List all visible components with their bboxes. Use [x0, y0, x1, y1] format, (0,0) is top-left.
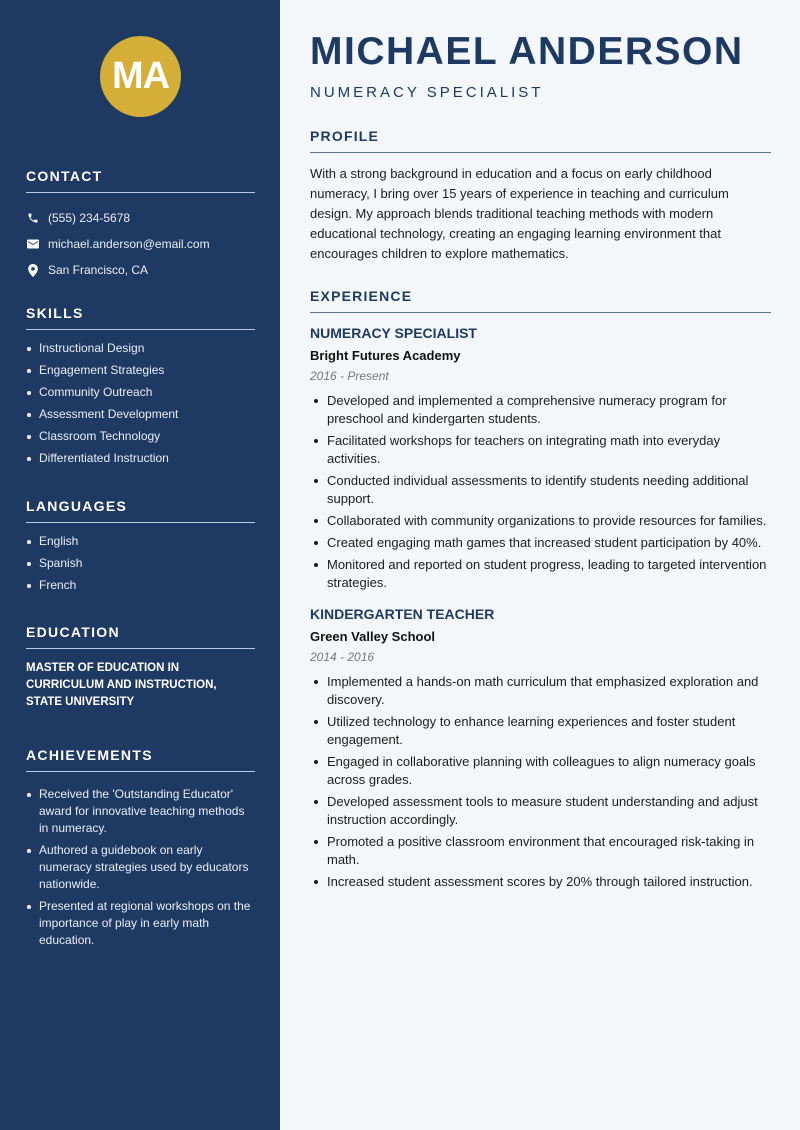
- responsibility-item: Created engaging math games that increased student participation by 40%.: [310, 534, 771, 552]
- skill-item: Assessment Development: [26, 406, 255, 423]
- candidate-name: MICHAEL ANDERSON: [310, 30, 744, 73]
- job-dates: 2016 - Present: [310, 369, 389, 383]
- responsibility-item: Conducted individual assessments to identify students needing additional support.: [310, 472, 771, 508]
- responsibility-item: Facilitated workshops for teachers on integrating math into everyday activities.: [310, 432, 771, 468]
- contact-email: [26, 231, 255, 257]
- candidate-title: NUMERACY SPECIALIST: [310, 84, 544, 101]
- job-company: Green Valley School: [310, 629, 435, 644]
- contact-phone: [26, 205, 255, 231]
- responsibility-item: Monitored and reported on student progress, leading to targeted intervention strategies.: [310, 556, 771, 592]
- contact-location: [26, 257, 255, 283]
- language-item: French: [26, 577, 255, 594]
- language-item: English: [26, 533, 255, 550]
- achievement-item: Received the 'Outstanding Educator' award for innovative teaching methods in numeracy.: [26, 786, 255, 837]
- achievement-item: Authored a guidebook on early numeracy strategies used by educators nationwide.: [26, 842, 255, 893]
- achievements-list: [26, 786, 255, 949]
- skill-item: Community Outreach: [26, 384, 255, 401]
- skills-heading: SKILLS: [26, 305, 255, 330]
- skill-item: Instructional Design: [26, 340, 255, 357]
- job-entry: [310, 606, 771, 891]
- skill-item: Classroom Technology: [26, 428, 255, 445]
- skill-item: Differentiated Instruction: [26, 450, 255, 467]
- achievement-item: Presented at regional workshops on the importance of play in early math education.: [26, 898, 255, 949]
- education-heading: EDUCATION: [26, 624, 255, 649]
- experience-heading: EXPERIENCE: [310, 288, 771, 313]
- phone-icon: [26, 211, 40, 225]
- language-item: Spanish: [26, 555, 255, 572]
- responsibility-item: Developed and implemented a comprehensive numeracy program for preschool and kindergarten students.: [310, 392, 771, 428]
- skill-item: Engagement Strategies: [26, 362, 255, 379]
- achievements-section: [26, 747, 255, 954]
- education-degree: MASTER OF EDUCATION IN CURRICULUM AND INSTRUCTION, STATE UNIVERSITY: [26, 662, 217, 708]
- job-company: Bright Futures Academy: [310, 348, 461, 363]
- responsibility-item: Implemented a hands-on math curriculum that emphasized exploration and discovery.: [310, 673, 771, 709]
- profile-heading: PROFILE: [310, 128, 771, 153]
- languages-list: [26, 533, 255, 594]
- responsibility-item: Promoted a positive classroom environment that encouraged risk-taking in math.: [310, 833, 771, 869]
- job-title: NUMERACY SPECIALIST: [310, 325, 477, 341]
- email-icon: [26, 237, 40, 251]
- email-text: michael.anderson@email.com: [48, 237, 210, 251]
- job-entry: [310, 325, 771, 592]
- responsibility-item: Utilized technology to enhance learning experiences and foster student engagement.: [310, 713, 771, 749]
- education-section: [26, 624, 255, 711]
- sidebar: [0, 0, 280, 1130]
- responsibility-item: Developed assessment tools to measure student understanding and adjust instruction accordingly.: [310, 793, 771, 829]
- languages-heading: LANGUAGES: [26, 498, 255, 523]
- responsibility-item: Increased student assessment scores by 20% through tailored instruction.: [310, 873, 771, 891]
- job-dates: 2014 - 2016: [310, 650, 375, 664]
- avatar: [100, 36, 181, 117]
- skills-list: [26, 340, 255, 467]
- profile-section: [310, 128, 771, 264]
- skills-section: [26, 305, 255, 472]
- job-responsibilities: [310, 392, 771, 592]
- job-responsibilities: [310, 673, 771, 891]
- location-pin-icon: [26, 263, 40, 277]
- responsibility-item: Engaged in collaborative planning with colleagues to align numeracy goals across grades.: [310, 753, 771, 789]
- experience-section: [310, 288, 771, 895]
- responsibility-item: Collaborated with community organizations to provide resources for families.: [310, 512, 771, 530]
- profile-text: With a strong background in education and a focus on early childhood numeracy, I bring over 15 years of experience in teaching and curriculum design. My approach blends traditional teaching methods with modern educational technology, creating an engaging learning environment that encourages children to explore mathematics.: [310, 166, 729, 261]
- location-text: San Francisco, CA: [48, 263, 149, 277]
- contact-section: [26, 168, 255, 283]
- avatar-initials: MA: [111, 55, 170, 97]
- phone-text: (555) 234-5678: [48, 211, 131, 225]
- contact-heading: CONTACT: [26, 168, 255, 193]
- languages-section: [26, 498, 255, 599]
- job-title: KINDERGARTEN TEACHER: [310, 606, 495, 622]
- achievements-heading: ACHIEVEMENTS: [26, 747, 255, 772]
- contact-list: [26, 205, 255, 283]
